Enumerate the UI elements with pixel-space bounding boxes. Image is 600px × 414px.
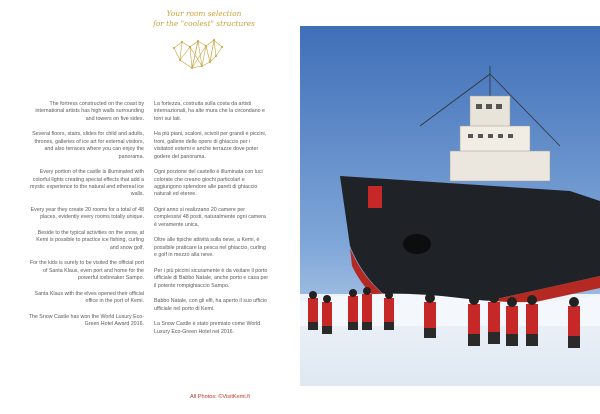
photo-credit: All Photos: ©VisitKemi.fi (190, 394, 250, 400)
en-paragraph-3: Every portion of the castle is illuminated with colorful lights creating special effects that add a mystic experience to the natural and ethereal ice walls. (30, 169, 144, 198)
italian-column (154, 101, 270, 344)
en-paragraph-4: Every year they create 20 rooms for a total of 48 places, evidently every rooms totally unique. (30, 207, 144, 221)
icebreaker-photo (300, 26, 600, 386)
en-paragraph-8: The Snow Castle has won the World Luxury Eco-Green Hotel Award 2016. (28, 313, 144, 328)
en-paragraph-2: Several floors, stairs, slides for child and adults, thrones, galleries of ice art for external visitors, and also terraces where you can enjoy the panorama. (32, 131, 144, 160)
en-paragraph-5: Beside to the typical activities on the snow, at Kemi is possible to practice ice fishing, curling and snow golf. (36, 230, 144, 251)
en-paragraph-7: Santa Klaus with the elves opened their official office in the port of Kemi. (34, 290, 144, 305)
section-heading (148, 9, 260, 29)
crystal-logo-icon (172, 38, 224, 74)
en-paragraph-1: The fortress constructed on the coast by international artists has high walls surrounding and towers on five sides. (35, 101, 144, 122)
it-paragraph-2: Ha più piani, scaloni, scivoli per grandi e piccini, troni, gallerie delle opere di ghiaccio per i visitatori esterni e anche terrazze dove poter godere del panorama. (154, 131, 267, 160)
heading-line-2: for the "coolest" structures (153, 19, 255, 28)
it-paragraph-4: Ogni anno si realizzano 20 camere per complessivi 48 posti, naturalmente ogni camera è veramente unica. (154, 207, 266, 228)
it-paragraph-5: Oltre alle tipiche attività sulla neve, a Kemi, è possibile praticare la pesca nel ghiaccio, curling e golf in mezzo alla neve. (154, 237, 266, 259)
it-paragraph-7: Babbo Natale, con gli elfi, ha aperto il suo ufficio ufficiale nel porto di Kemi. (154, 298, 267, 312)
it-paragraph-6: Per i più piccini sicuramente è da visitare il porto ufficiale di Babbo Natale, anche porto e casa per il potente rompighiaccio Sampo. (154, 267, 269, 289)
en-paragraph-6: For the kids is surely to be visited the official port of Santa Klaus, even port and home for the powerful icebreaker Sampo. (29, 260, 144, 282)
heading-line-1: Your room selection (166, 9, 242, 18)
english-column (28, 101, 144, 337)
it-paragraph-8: La Snow Castle è stato premiato come World Luxury Eco-Green Hotel nel 2016. (154, 321, 261, 335)
it-paragraph-3: Ogni porzione del castello è illuminata con luci colorate che creano giochi particolari e aggiungono splendore alle pareti di ghiaccio naturali ed eteree. (154, 169, 263, 198)
it-paragraph-1: La fortezza, costruita sulla costa da artisti internazionali, ha alte mura che la circondano e torri sui lati. (154, 101, 266, 122)
